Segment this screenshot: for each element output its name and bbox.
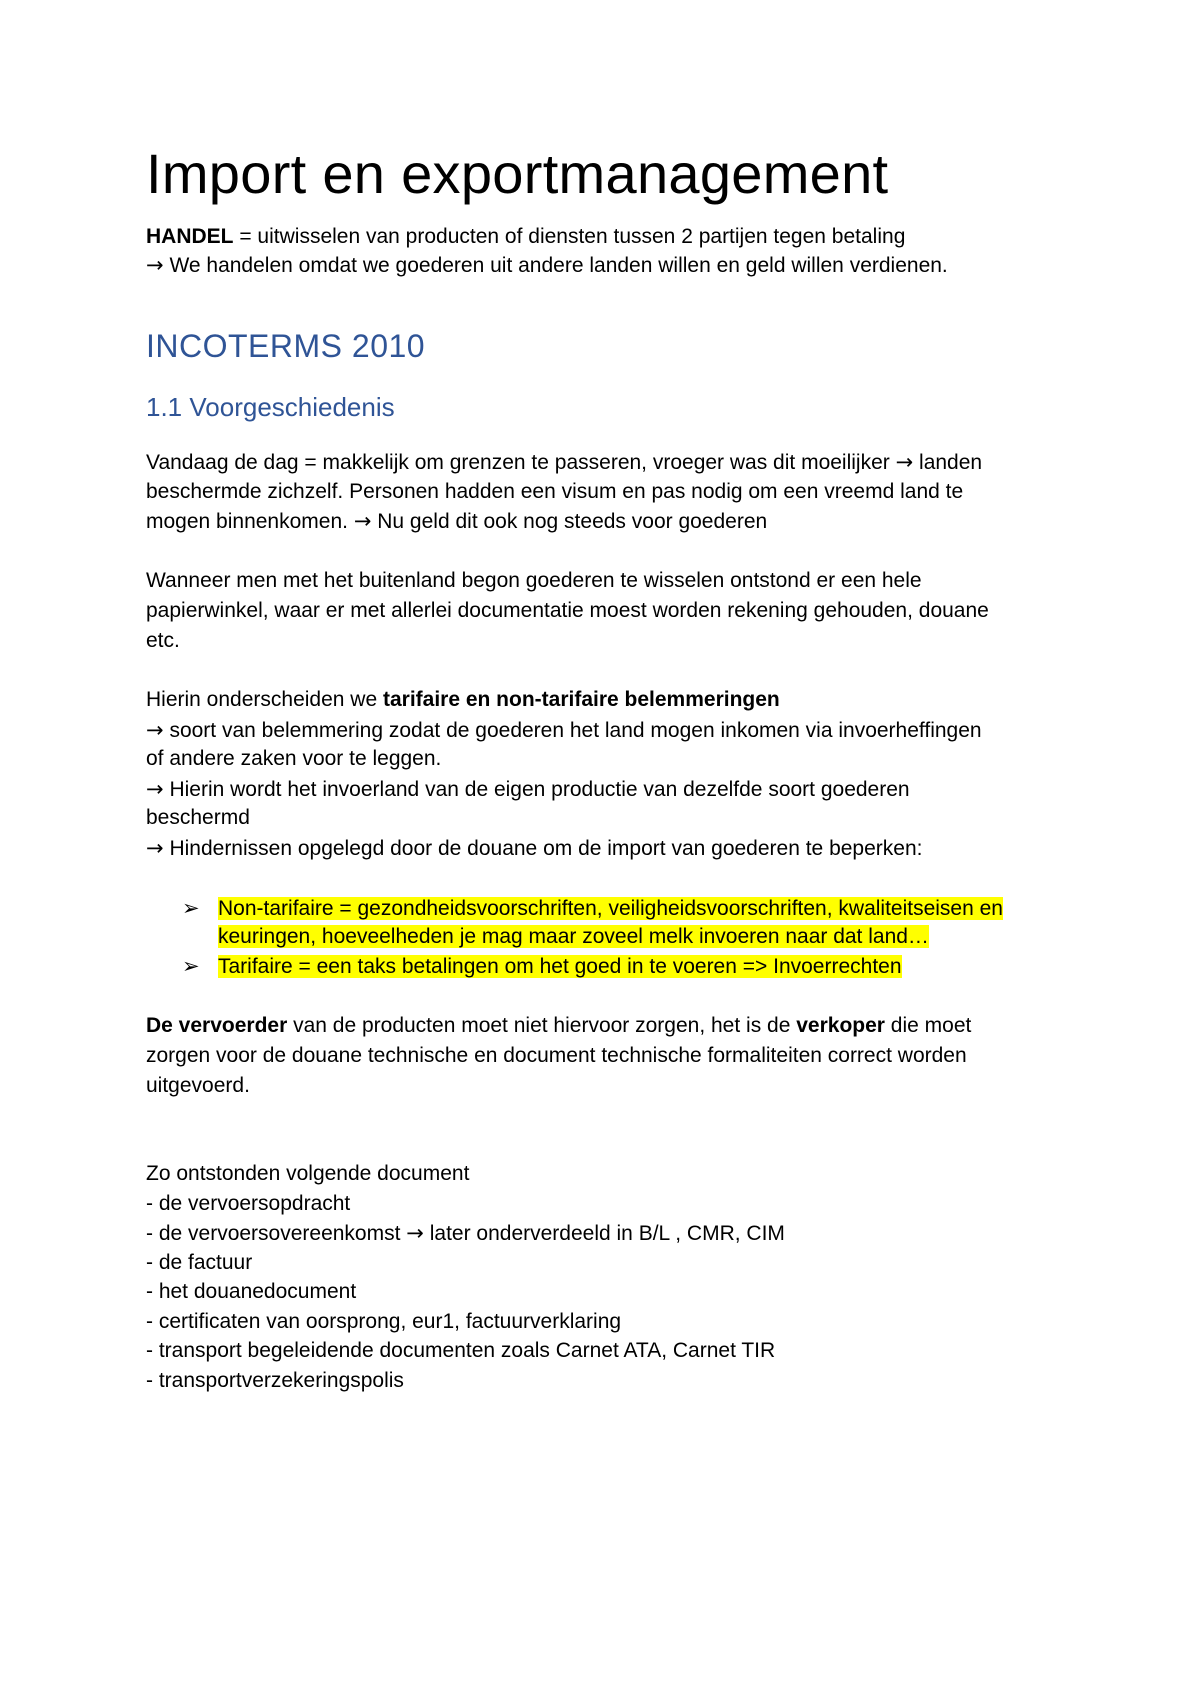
p4-bold: verkoper	[796, 1014, 885, 1037]
heading-voorgeschiedenis: 1.1 Voorgeschiedenis	[146, 392, 395, 422]
p3-text: Hierin wordt het invoerland van de eigen productie van dezelfde soort goederen	[163, 778, 910, 801]
p1-text: Vandaag de dag = makkelijk om grenzen te passeren, vroeger was dit moeilijker	[146, 451, 896, 474]
paragraph-3-arrow-2-cont: beschermd	[146, 806, 250, 829]
handel-reason-text: We handelen omdat we goederen uit andere landen willen en geld willen verdienen.	[163, 254, 948, 277]
bullet-non-tarifaire	[182, 893, 1003, 924]
list-item: - certificaten van oorsprong, eur1, factuurverklaring	[146, 1310, 622, 1333]
p1-text: Nu geld dit ook nog steeds voor goederen	[371, 510, 768, 533]
paragraph-2-line-3: etc.	[146, 629, 180, 652]
paragraph-1-line-1	[146, 447, 982, 478]
paragraph-1-line-3	[146, 506, 767, 537]
arrow-icon: →	[406, 1221, 424, 1245]
arrow-icon: →	[146, 836, 164, 860]
arrow-icon: →	[146, 718, 164, 742]
list-intro: Zo ontstonden volgende document	[146, 1162, 470, 1185]
heading-incoterms: INCOTERMS 2010	[146, 328, 426, 364]
highlighted-text: Non-tarifaire = gezondheidsvoorschriften, veiligheidsvoorschriften, kwaliteitseisen en	[218, 897, 1003, 920]
list-item: - de vervoersopdracht	[146, 1192, 351, 1215]
document-title: Import en exportmanagement	[146, 142, 889, 205]
bullet-non-tarifaire-cont	[218, 922, 929, 952]
p3-text: soort van belemmering zodat de goederen het land mogen inkomen via invoerheffingen	[163, 719, 982, 742]
list-item	[146, 1218, 785, 1249]
list-item-text: - de vervoersovereenkomst	[146, 1222, 407, 1245]
bullet-arrow-icon: ➢	[182, 954, 200, 978]
paragraph-4-line-1	[146, 1011, 971, 1041]
list-item: - het douanedocument	[146, 1280, 357, 1303]
arrow-icon: →	[146, 777, 164, 801]
list-item: - de factuur	[146, 1251, 253, 1274]
paragraph-2-line-1: Wanneer men met het buitenland begon goederen te wisselen ontstond er een hele	[146, 569, 922, 592]
list-item-text: later onderverdeeld in B/L , CMR, CIM	[423, 1222, 785, 1245]
p1-text: mogen binnenkomen.	[146, 510, 354, 533]
paragraph-3-arrow-2	[146, 774, 910, 805]
paragraph-1-line-2: beschermde zichzelf. Personen hadden een visum en pas nodig om een vreemd land te	[146, 480, 964, 503]
handel-reason	[146, 250, 948, 281]
handel-definition	[146, 222, 905, 252]
arrow-icon: →	[353, 509, 372, 533]
p4-text: van de producten moet niet hiervoor zorgen, het is de	[287, 1014, 797, 1037]
paragraph-3-arrow-3	[146, 833, 922, 864]
p3-bold: tarifaire en non-tarifaire belemmeringen	[382, 688, 780, 711]
p3-text: Hindernissen opgelegd door de douane om de import van goederen te beperken:	[163, 837, 923, 860]
arrow-icon: →	[146, 253, 164, 277]
paragraph-4-line-3: uitgevoerd.	[146, 1074, 250, 1097]
p4-bold: De vervoerder	[146, 1014, 288, 1037]
highlighted-text: keuringen, hoeveelheden je mag maar zoveel melk invoeren naar dat land…	[218, 925, 929, 948]
p3-text: Hierin onderscheiden we	[146, 688, 383, 711]
list-item: - transport begeleidende documenten zoals Carnet ATA, Carnet TIR	[146, 1339, 776, 1362]
paragraph-3-arrow-1	[146, 715, 982, 746]
bullet-arrow-icon: ➢	[182, 896, 200, 920]
p1-text: landen	[913, 451, 983, 474]
highlighted-text: Tarifaire = een taks betalingen om het goed in te voeren => Invoerrechten	[218, 955, 902, 978]
paragraph-4-line-2: zorgen voor de douane technische en document technische formaliteiten correct worden	[146, 1044, 967, 1067]
handel-term: HANDEL	[146, 225, 234, 248]
paragraph-3-intro	[146, 685, 780, 715]
paragraph-3-arrow-1-cont: of andere zaken voor te leggen.	[146, 747, 442, 770]
list-item: - transportverzekeringspolis	[146, 1369, 404, 1392]
handel-definition-text: = uitwisselen van producten of diensten tussen 2 partijen tegen betaling	[233, 225, 906, 248]
paragraph-2-line-2: papierwinkel, waar er met allerlei documentatie moest worden rekening gehouden, douane	[146, 599, 989, 622]
bullet-tarifaire	[182, 951, 902, 982]
p4-text: die moet	[884, 1014, 972, 1037]
arrow-icon: →	[895, 450, 914, 474]
